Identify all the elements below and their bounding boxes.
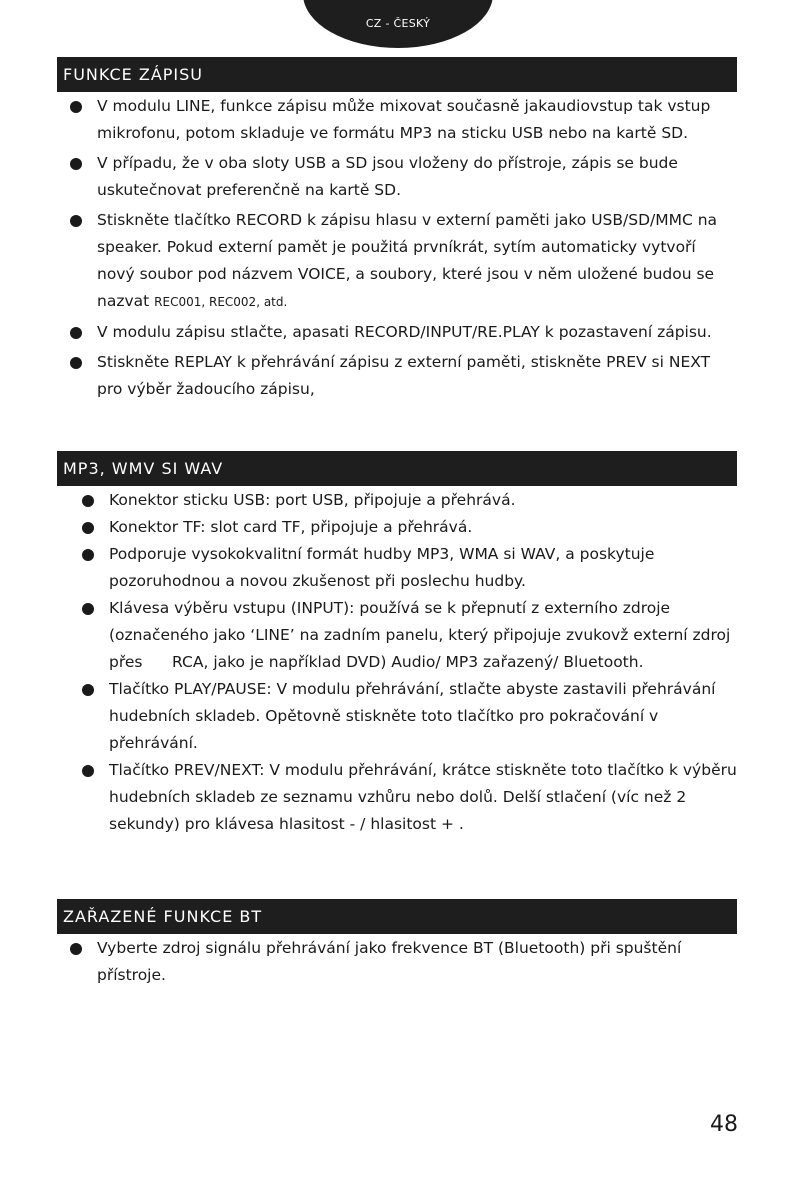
language-tab-label: CZ - ČESKÝ — [365, 17, 431, 30]
page-number: 48 — [710, 1112, 738, 1137]
bullet-icon — [70, 943, 82, 955]
list-item-text: V modulu zápisu stlačte, apasati RECORD/INPUT/RE.PLAY k pozastavení zápisu. — [97, 323, 712, 341]
bullet-icon — [82, 549, 94, 561]
section-title-recording: FUNKCE ZÁPISU — [57, 57, 737, 92]
list-item-text: Konektor sticku USB: port USB, připojuje a přehrává. — [109, 491, 516, 509]
list-item — [57, 935, 737, 989]
list-item-text: Stiskněte tlačítko RECORD k zápisu hlasu v externí paměti jako USB/SD/MMC na speaker. Pokud externí pamět je použitá prvníkrát, sytím automaticky vytvoří nový soubor pod názvem VOICE, a soubory, které jsou v něm uložené budou se nazvat — [97, 211, 718, 310]
list-item — [57, 487, 737, 514]
section-title-bt: ZAŘAZENÉ FUNKCE BT — [57, 899, 737, 934]
list-item — [57, 349, 737, 403]
list-item-text: Tlačítko PLAY/PAUSE: V modulu přehrávání, stlačte abyste zastavili přehrávání hudebních skladeb. Opětovně stiskněte toto tlačítko pro pokračování v přehrávání. — [109, 680, 716, 752]
bullet-icon — [82, 495, 94, 507]
list-item-text: Tlačítko PREV/NEXT: V modulu přehrávání, krátce stiskněte toto tlačítko k výběru hudebních skladeb ze seznamu vzhůru nebo dolů. Delší stlačení (víc než 2 sekundy) pro klávesa hlasitost - / hlasitost + . — [109, 761, 737, 833]
bullet-icon — [70, 357, 82, 369]
bullet-icon — [70, 327, 82, 339]
bullet-icon — [82, 765, 94, 777]
recording-list — [57, 93, 737, 403]
list-item-text: V případu, že v oba sloty USB a SD jsou vloženy do přístroje, zápis se bude uskutečnovat preferenčně na kartě SD. — [97, 154, 678, 199]
list-item — [57, 150, 737, 204]
bullet-icon — [82, 603, 94, 615]
list-item — [57, 319, 737, 346]
list-item-text: Konektor TF: slot card TF, připojuje a přehrává. — [109, 518, 473, 536]
list-item — [57, 676, 737, 757]
list-item — [57, 514, 737, 541]
bullet-icon — [70, 215, 82, 227]
list-item-text: Stiskněte REPLAY k přehrávání zápisu z externí paměti, stiskněte PREV si NEXT pro výběr žadoucího zápisu, — [97, 353, 711, 398]
bullet-icon — [70, 158, 82, 170]
bullet-icon — [82, 522, 94, 534]
list-item — [57, 541, 737, 595]
bullet-icon — [82, 684, 94, 696]
list-item — [57, 595, 737, 676]
list-item-text: Vyberte zdroj signálu přehrávání jako frekvence BT (Bluetooth) při spuštění přístroje. — [97, 939, 682, 984]
bullet-icon — [70, 101, 82, 113]
list-item-text: Podporuje vysokokvalitní formát hudby MP3, WMA si WAV, a poskytuje pozoruhodnou a novou zkušenost při poslechu hudby. — [109, 545, 655, 590]
section-title-formats: MP3, WMV SI WAV — [57, 451, 737, 486]
formats-list — [57, 487, 737, 838]
list-item-text: Klávesa výběru vstupu (INPUT): používá se k přepnutí z externího zdroje (označeného jako ‘LINE’ na zadním panelu, který připojuje zvukovž externí zdroj přes RCA, jako je například DVD) Audio/ MP3 zařazený/ Bluetooth. — [109, 599, 736, 671]
list-item — [57, 757, 737, 838]
list-item — [57, 93, 737, 147]
bt-list — [57, 935, 737, 989]
file-name-examples: REC001, REC002, atd. — [154, 295, 288, 309]
list-item-text: V modulu LINE, funkce zápisu může mixovat současně jakaudiovstup tak vstup mikrofonu, potom skladuje ve formátu MP3 na sticku USB nebo na kartě SD. — [97, 97, 711, 142]
list-item — [57, 207, 737, 316]
